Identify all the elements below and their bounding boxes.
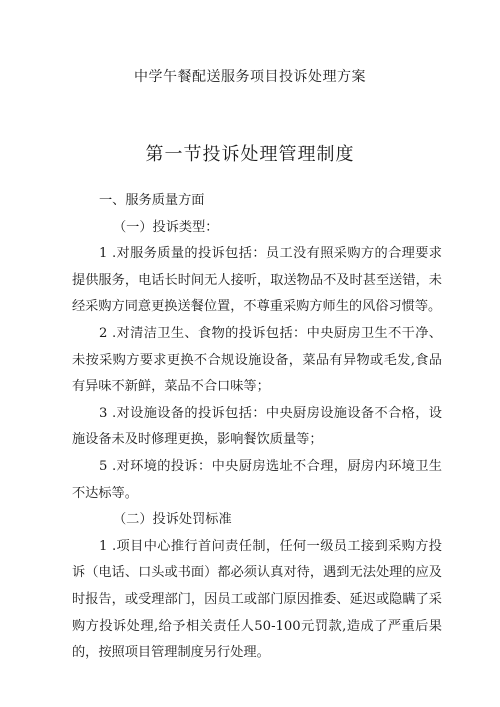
heading-service-quality: 一、服务质量方面 (99, 193, 205, 208)
paragraph-environment-complaints: 5 .对环境的投诉：中央厨房选址不合理，厨房内环境卫生不达标等。 (72, 458, 442, 501)
document-body (72, 188, 442, 667)
paragraph-hygiene-food-complaints: 2 .对清洁卫生、食物的投诉包括：中央厨房卫生不干净、未按采购方要求更换不合规设施设备，菜品有异物或毛发,食品有异味不新鲜，菜品不合口味等； (72, 325, 442, 395)
paragraph-facility-complaints: 3 .对设施设备的投诉包括：中央厨房设施设备不合格，设施设备未及时修理更换，影响餐饮质量等； (72, 405, 442, 448)
paragraph-service-quality-complaints: 1 .对服务质量的投诉包括：员工没有照采购方的合理要求提供服务，电话长时间无人接听，取送物品不及时甚至送错，未经采购方同意更换送餐位置，不尊重采购方师生的风俗习惯等。 (72, 246, 442, 315)
section-title: 第一节投诉处理管理制度 (145, 144, 355, 165)
paragraph-first-responsibility: 1 .项目中心推行首问责任制，任何一级员工接到采购方投诉（电话、口头或书面）都必须认真对待，遇到无法处理的应及时报告，或受理部门，因员工或部门原因推委、延迟或隐瞒了采购方投诉处理,给予相关责任人50-100元罚款,造成了严重后果的，按照项目管理制度另行处理。 (72, 538, 442, 661)
heading-penalty-standards: （二）投诉处罚标准 (113, 512, 232, 528)
document-title: 中学午餐配送服务项目投诉处理方案 (134, 69, 366, 85)
heading-complaint-types: （一）投诉类型： (113, 219, 219, 235)
